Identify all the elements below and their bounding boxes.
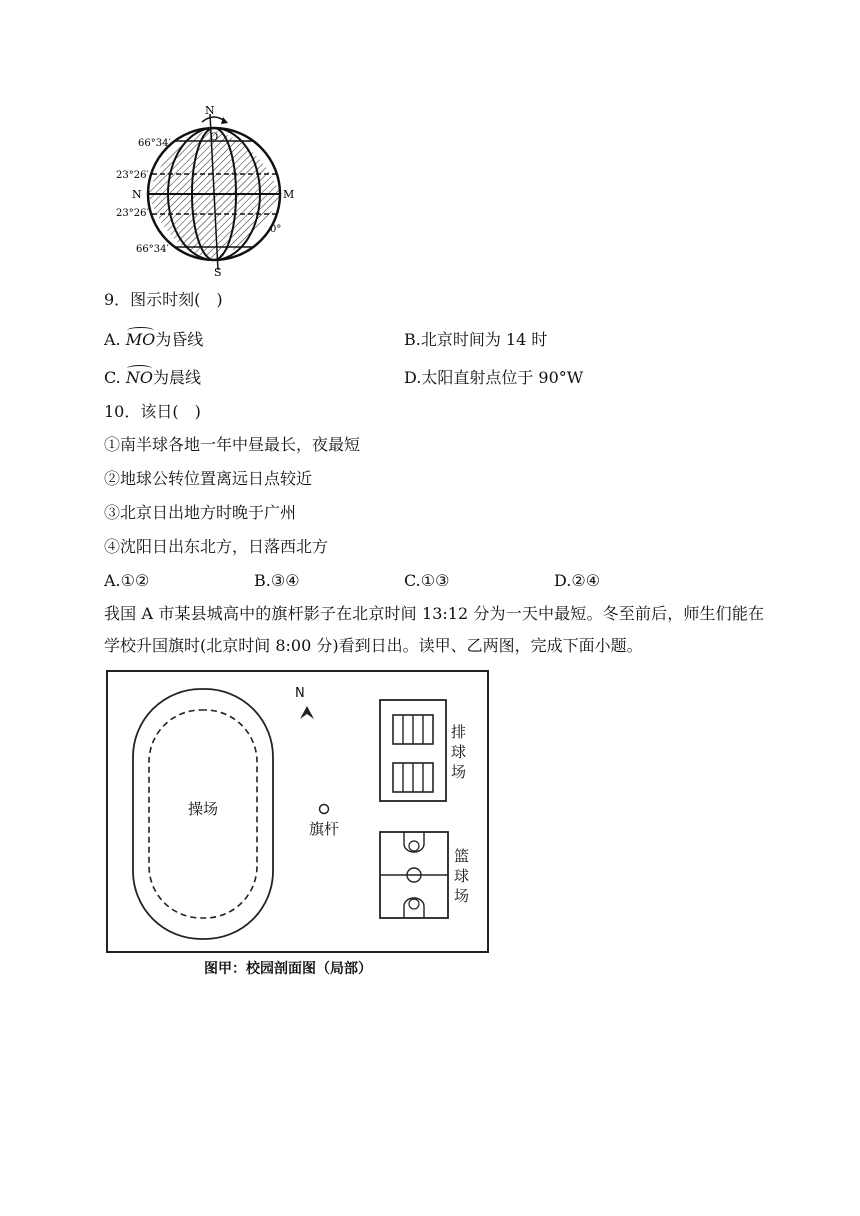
intro-paragraph: 我国 A 市某县城高中的旗杆影子在北京时间 13:12 分为一天中最短。冬至前后，师生们能在学校升国旗时(北京时间 8:00 分)看到日出。读甲、乙两图，完成下面小题。: [104, 604, 764, 655]
campus-map-drawing: [108, 672, 487, 951]
q10-item: ④沈阳日出东北方，日落西北方: [104, 537, 329, 556]
svg-text:N: N: [132, 188, 142, 201]
q10-item: ①南半球各地一年中昼最长，夜最短: [104, 435, 361, 454]
q9-option-d[interactable]: D.太阳直射点位于 90°W: [404, 368, 584, 387]
playground-label: 操场: [188, 800, 219, 818]
svg-text:0°: 0°: [270, 224, 282, 235]
q9-option-a[interactable]: A. MO为昏线: [104, 330, 204, 349]
svg-text:M: M: [283, 188, 295, 201]
flagpole-icon: [320, 805, 329, 814]
q10-option-c[interactable]: C.①③: [404, 571, 450, 590]
q9-option-c[interactable]: C. NO为晨线: [104, 368, 201, 387]
north-label: N: [295, 686, 305, 701]
q9-stem: 9．图示时刻( ): [104, 290, 223, 309]
q10-item: ②地球公转位置离远日点较近: [104, 469, 313, 488]
svg-text:N: N: [205, 104, 215, 117]
globe-figure: [110, 104, 310, 280]
map-caption: 图甲：校园剖面图（局部）: [204, 961, 372, 977]
q9-option-b[interactable]: B.北京时间为 14 时: [404, 330, 548, 349]
q10-option-a[interactable]: A.①②: [104, 571, 150, 590]
arc-no: NO: [125, 368, 153, 387]
globe-diagram: [110, 104, 310, 280]
svg-text:S: S: [214, 266, 222, 279]
svg-text:66°34′: 66°34′: [136, 244, 169, 255]
svg-text:66°34′: 66°34′: [138, 138, 171, 149]
q10-option-b[interactable]: B.③④: [254, 571, 300, 590]
q10-item: ③北京日出地方时晚于广州: [104, 503, 297, 522]
basketball-label: 篮球场: [454, 847, 470, 905]
north-arrow-icon: [300, 706, 314, 719]
svg-text:O: O: [210, 132, 219, 143]
svg-text:23°26′: 23°26′: [116, 208, 149, 219]
flagpole-label: 旗杆: [309, 820, 340, 838]
svg-text:23°26′: 23°26′: [116, 170, 149, 181]
arc-mo: MO: [125, 330, 156, 349]
volleyball-label: 排球场: [451, 723, 467, 781]
q10-option-d[interactable]: D.②④: [554, 571, 601, 590]
campus-map: [106, 670, 489, 953]
q10-stem: 10．该日( ): [104, 402, 201, 421]
